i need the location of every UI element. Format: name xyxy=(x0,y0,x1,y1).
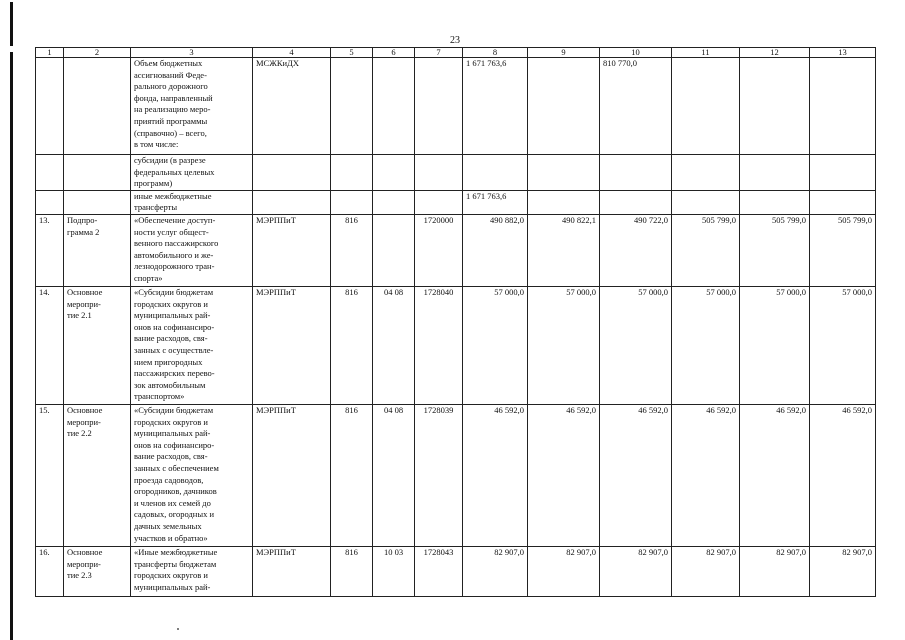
row-number xyxy=(36,58,64,155)
column-header: 11 xyxy=(672,48,740,58)
executor-cell: МСЖКиДХ xyxy=(253,58,331,155)
value-cell: 82 907,0 xyxy=(463,546,528,596)
value-cell xyxy=(740,190,810,214)
value-cell xyxy=(672,58,740,155)
value-cell xyxy=(528,190,600,214)
program-cell: Основное меропри- тие 2.2 xyxy=(64,404,131,546)
program-cell xyxy=(64,155,131,191)
value-cell: 46 592,0 xyxy=(810,404,876,546)
column-header: 7 xyxy=(415,48,463,58)
value-cell: 46 592,0 xyxy=(740,404,810,546)
csr-cell: 1720000 xyxy=(415,214,463,286)
value-cell xyxy=(810,190,876,214)
table-row xyxy=(36,404,876,546)
budget-table xyxy=(35,47,876,597)
description-cell: «Субсидии бюджетам городских округов и муниципальных рай- онов на софинансиро- вание расходов, свя- занных с обеспечением проезда садоводов, огородников, дачников и членов их семей до садовых, огородных и дачных земельных участков и обратно» xyxy=(131,404,253,546)
value-cell: 82 907,0 xyxy=(740,546,810,596)
rzpr-cell xyxy=(373,190,415,214)
value-cell: 57 000,0 xyxy=(600,286,672,404)
grbs-cell xyxy=(331,155,373,191)
table-row xyxy=(36,214,876,286)
csr-cell: 1728043 xyxy=(415,546,463,596)
rzpr-cell xyxy=(373,155,415,191)
value-cell: 46 592,0 xyxy=(463,404,528,546)
description-cell: «Обеспечение доступ- ности услуг общест- венного пассажирского автомобильного и же- лезнодорожного тран- спорта» xyxy=(131,214,253,286)
value-cell: 490 722,0 xyxy=(600,214,672,286)
value-cell: 46 592,0 xyxy=(672,404,740,546)
value-cell: 505 799,0 xyxy=(740,214,810,286)
description-cell: иные межбюджетные трансферты xyxy=(131,190,253,214)
column-header: 1 xyxy=(36,48,64,58)
program-cell: Подпро- грамма 2 xyxy=(64,214,131,286)
executor-cell xyxy=(253,155,331,191)
grbs-cell: 816 xyxy=(331,546,373,596)
value-cell xyxy=(740,155,810,191)
scan-speck xyxy=(177,628,179,630)
executor-cell: МЭРППиТ xyxy=(253,546,331,596)
executor-cell: МЭРППиТ xyxy=(253,286,331,404)
value-cell xyxy=(810,155,876,191)
rzpr-cell: 04 08 xyxy=(373,286,415,404)
value-cell xyxy=(600,155,672,191)
value-cell: 57 000,0 xyxy=(810,286,876,404)
column-header: 6 xyxy=(373,48,415,58)
program-cell xyxy=(64,190,131,214)
grbs-cell xyxy=(331,190,373,214)
row-number xyxy=(36,155,64,191)
value-cell xyxy=(528,155,600,191)
column-header: 9 xyxy=(528,48,600,58)
column-header: 5 xyxy=(331,48,373,58)
table-row xyxy=(36,155,876,191)
row-number: 14. xyxy=(36,286,64,404)
value-cell: 82 907,0 xyxy=(810,546,876,596)
csr-cell: 1728039 xyxy=(415,404,463,546)
binding-edge-mark xyxy=(10,2,13,46)
column-header: 2 xyxy=(64,48,131,58)
column-header: 4 xyxy=(253,48,331,58)
value-cell xyxy=(810,58,876,155)
value-cell: 810 770,0 xyxy=(600,58,672,155)
value-cell: 490 882,0 xyxy=(463,214,528,286)
description-cell: Объем бюджетных ассигнований Феде- рального дорожного фонда, направленный на реализацию меро- приятий программы (справочно) – всего, в том числе: xyxy=(131,58,253,155)
executor-cell: МЭРППиТ xyxy=(253,214,331,286)
value-cell: 490 822,1 xyxy=(528,214,600,286)
value-cell xyxy=(528,58,600,155)
executor-cell xyxy=(253,190,331,214)
csr-cell xyxy=(415,190,463,214)
value-cell xyxy=(600,190,672,214)
table-row xyxy=(36,190,876,214)
table-row xyxy=(36,286,876,404)
grbs-cell: 816 xyxy=(331,286,373,404)
row-number: 16. xyxy=(36,546,64,596)
table-row xyxy=(36,58,876,155)
value-cell: 1 671 763,6 xyxy=(463,58,528,155)
rzpr-cell xyxy=(373,214,415,286)
rzpr-cell: 10 03 xyxy=(373,546,415,596)
column-header: 3 xyxy=(131,48,253,58)
value-cell xyxy=(672,155,740,191)
column-header: 13 xyxy=(810,48,876,58)
csr-cell xyxy=(415,155,463,191)
value-cell: 1 671 763,6 xyxy=(463,190,528,214)
grbs-cell: 816 xyxy=(331,214,373,286)
value-cell: 57 000,0 xyxy=(672,286,740,404)
description-cell: субсидии (в разрезе федеральных целевых программ) xyxy=(131,155,253,191)
csr-cell: 1728040 xyxy=(415,286,463,404)
row-number: 13. xyxy=(36,214,64,286)
column-number-row xyxy=(36,48,876,58)
program-cell: Основное меропри- тие 2.1 xyxy=(64,286,131,404)
value-cell: 505 799,0 xyxy=(672,214,740,286)
column-header: 8 xyxy=(463,48,528,58)
column-header: 10 xyxy=(600,48,672,58)
description-cell: «Иные межбюджетные трансферты бюджетам городских округов и муниципальных рай- xyxy=(131,546,253,596)
value-cell: 82 907,0 xyxy=(600,546,672,596)
column-header: 12 xyxy=(740,48,810,58)
binding-edge-mark xyxy=(10,52,13,640)
row-number: 15. xyxy=(36,404,64,546)
rzpr-cell xyxy=(373,58,415,155)
grbs-cell: 816 xyxy=(331,404,373,546)
value-cell: 46 592,0 xyxy=(528,404,600,546)
value-cell: 46 592,0 xyxy=(600,404,672,546)
value-cell: 57 000,0 xyxy=(463,286,528,404)
program-cell xyxy=(64,58,131,155)
executor-cell: МЭРППиТ xyxy=(253,404,331,546)
value-cell xyxy=(672,190,740,214)
row-number xyxy=(36,190,64,214)
value-cell: 82 907,0 xyxy=(528,546,600,596)
value-cell xyxy=(740,58,810,155)
rzpr-cell: 04 08 xyxy=(373,404,415,546)
description-cell: «Субсидии бюджетам городских округов и муниципальных рай- онов на софинансиро- вание расходов, свя- занных с осуществле- нием пригородных пассажирских перево- зок автомобильным транспортом» xyxy=(131,286,253,404)
value-cell xyxy=(463,155,528,191)
program-cell: Основное меропри- тие 2.3 xyxy=(64,546,131,596)
value-cell: 505 799,0 xyxy=(810,214,876,286)
value-cell: 57 000,0 xyxy=(740,286,810,404)
grbs-cell xyxy=(331,58,373,155)
csr-cell xyxy=(415,58,463,155)
value-cell: 57 000,0 xyxy=(528,286,600,404)
value-cell: 82 907,0 xyxy=(672,546,740,596)
page-number: 23 xyxy=(450,35,460,46)
table-row xyxy=(36,546,876,596)
